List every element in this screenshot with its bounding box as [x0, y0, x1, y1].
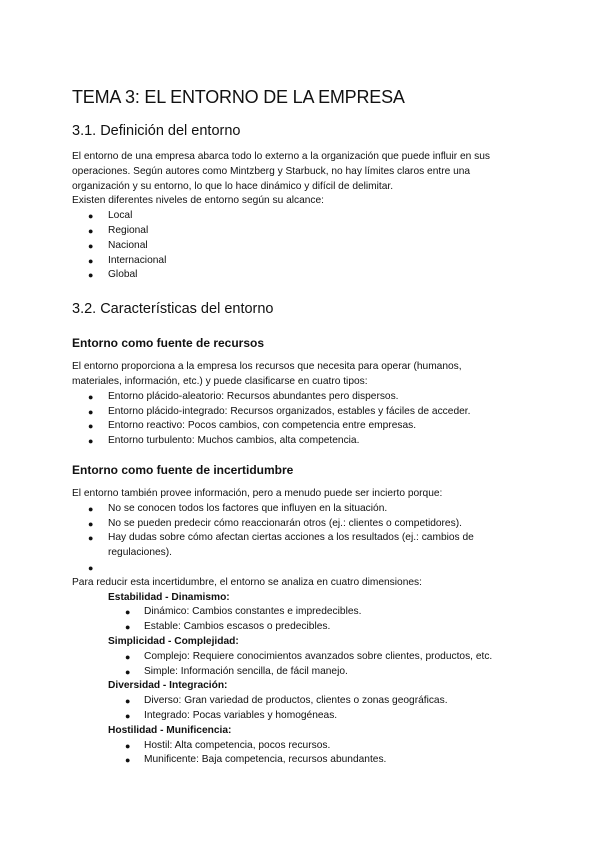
bullet-icon: ●: [125, 696, 131, 707]
bullet-icon: ●: [88, 533, 94, 544]
list-item: ● Simple: Información sencilla, de fácil manejo.: [72, 665, 542, 680]
bullet-icon: ●: [88, 518, 94, 529]
paragraph-line: El entorno de una empresa abarca todo lo externo a la organización que puede influir en sus: [72, 151, 490, 162]
list-item: ● Entorno plácido-integrado: Recursos organizados, estables y fáciles de acceder.: [72, 405, 542, 420]
list-item: ● Diverso: Gran variedad de productos, clientes o zonas geográficas.: [72, 694, 542, 709]
list-item-continuation: regulaciones).: [108, 547, 172, 559]
dimension-list: [72, 694, 542, 724]
paragraph-line: Existen diferentes niveles de entorno según su alcance:: [72, 195, 325, 207]
list-item: ● Hostil: Alta competencia, pocos recursos.: [72, 739, 542, 754]
bullet-icon: ●: [125, 651, 131, 662]
bullet-icon: ●: [88, 421, 94, 432]
dimension-title: Estabilidad - Dinamismo:: [108, 591, 230, 603]
dimension-list: [72, 605, 542, 635]
list-item: ● Global: [72, 268, 542, 283]
list-item: ● Integrado: Pocas variables y homogéneas.: [72, 709, 542, 724]
page-title: TEMA 3: EL ENTORNO DE LA EMPRESA: [72, 87, 405, 107]
bullet-icon: ●: [88, 211, 94, 222]
list-item: ● Dinámico: Cambios constantes e impredecibles.: [72, 605, 542, 620]
dimension-title: Hostilidad - Munificencia:: [108, 724, 232, 736]
dimension-title: Simplicidad - Complejidad:: [108, 635, 239, 647]
list-item: ● Entorno turbulento: Muchos cambios, alta competencia.: [72, 434, 542, 449]
list-item: ● Hay dudas sobre cómo afectan ciertas acciones a los resultados (ej.: cambios de: [72, 531, 542, 546]
section-heading-definition: 3.1. Definición del entorno: [72, 123, 241, 139]
paragraph-line: El entorno proporciona a la empresa los recursos que necesita para operar (humanos,: [72, 361, 462, 373]
list-item: ● No se pueden predecir cómo reaccionarán otros (ej.: clientes o competidores).: [72, 517, 542, 532]
resource-types-list: [72, 390, 542, 449]
list-item-empty: [72, 561, 542, 576]
paragraph-line: operaciones. Según autores como Mintzberg y Starbuck, no hay límites claros entre una: [72, 165, 471, 177]
document-content: [72, 86, 542, 768]
dimension-list: [72, 650, 542, 680]
bullet-icon: ●: [88, 436, 94, 447]
list-item: ● Entorno plácido-aleatorio: Recursos abundantes pero dispersos.: [72, 390, 542, 405]
list-item: ● Estable: Cambios escasos o predecibles.: [72, 620, 542, 635]
bullet-icon: ●: [125, 740, 131, 751]
paragraph-line: organización y su entorno, lo que lo hace dinámico y difícil de delimitar.: [72, 180, 394, 192]
bullet-icon: ●: [88, 255, 94, 266]
section-heading-characteristics: 3.2. Características del entorno: [72, 301, 274, 318]
bullet-icon: ●: [125, 666, 131, 677]
list-item: ● Nacional: [72, 239, 542, 254]
bullet-icon: ●: [88, 391, 94, 402]
list-item: ● Internacional: [72, 254, 542, 269]
subheading-resources: Entorno como fuente de recursos: [72, 336, 265, 351]
bullet-icon: ●: [88, 240, 94, 251]
bullet-icon: ●: [88, 270, 94, 281]
bullet-icon: ●: [125, 755, 131, 766]
bullet-icon: ●: [125, 622, 131, 633]
subheading-uncertainty: Entorno como fuente de incertidumbre: [72, 462, 294, 477]
paragraph-line: El entorno también provee información, pero a menudo puede ser incierto porque:: [72, 487, 443, 499]
list-item: ● Local: [72, 209, 542, 224]
list-item: ● Entorno reactivo: Pocos cambios, con competencia entre empresas.: [72, 419, 542, 434]
dimension-title: Diversidad - Integración:: [108, 680, 228, 692]
paragraph-line: Para reducir esta incertidumbre, el entorno se analiza en cuatro dimensiones:: [72, 576, 422, 588]
list-item: ● No se conocen todos los factores que influyen en la situación.: [72, 502, 542, 517]
bullet-icon: ●: [125, 607, 131, 618]
levels-list: [72, 209, 542, 283]
list-item: ● Complejo: Requiere conocimientos avanzados sobre clientes, productos, etc.: [72, 650, 542, 665]
bullet-icon: ●: [88, 503, 94, 514]
bullet-icon: ●: [88, 562, 94, 573]
uncertainty-reasons-list: [72, 502, 542, 576]
list-item: ● Munificente: Baja competencia, recursos abundantes.: [72, 753, 542, 768]
bullet-icon: ●: [88, 406, 94, 417]
bullet-icon: ●: [88, 225, 94, 236]
paragraph-line: materiales, información, etc.) y puede clasificarse en cuatro tipos:: [72, 375, 368, 387]
bullet-icon: ●: [125, 710, 131, 721]
list-item: ● Regional: [72, 224, 542, 239]
dimension-list: [72, 739, 542, 769]
